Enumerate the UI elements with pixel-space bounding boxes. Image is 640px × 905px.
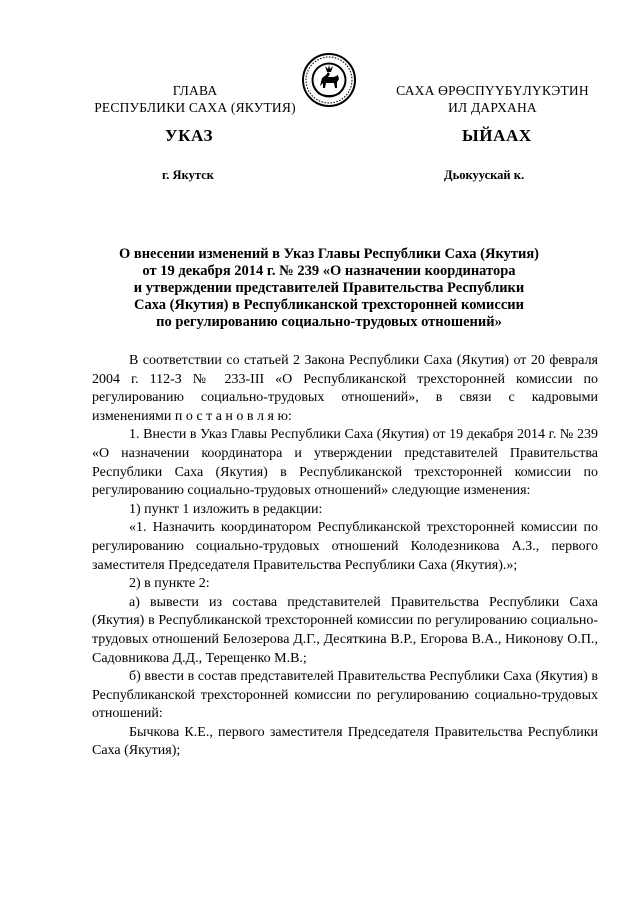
title-line: О внесении изменений в Указ Главы Республики Саха (Якутия) <box>118 246 540 262</box>
header-right-line1: САХА ӨРӨСПҮҮБҮЛҮКЭТИН <box>396 83 589 98</box>
city-left: г. Якутск <box>162 168 214 182</box>
subclause-2-paragraph: 2) в пункте 2: <box>129 576 210 592</box>
subclause-2a-paragraph: а) вывести из состава представителей Правительства Республики Саха (Якутия) в Республиканской трехсторонней комиссии по регулированию социально-трудовых отношений Белозерова Д.Г., Десяткина В.Р., Егорова В.А., Никонову О.П., Садовникова Д.Д., Терещенко М.В.; <box>92 594 598 666</box>
sakha-coat-of-arms-icon <box>301 52 357 108</box>
doc-type-right: ЫЙААХ <box>462 126 532 145</box>
title-line: и утверждении представителей Правительства Республики <box>133 280 525 296</box>
city-right: Дьокуускай к. <box>444 168 525 182</box>
header-left <box>70 82 320 116</box>
clause-1-paragraph: 1. Внести в Указ Главы Республики Саха (Якутия) от 19 декабря 2014 г. № 239 «О назначении координатора и утверждении представителей Правительства Республики Саха (Якутия) в Республиканской трехсторонней комиссии по регулированию социально-трудовых отношений» следующие изменения: <box>92 427 598 499</box>
decree-title <box>90 246 568 331</box>
title-line: Саха (Якутия) в Республиканской трехсторонней комиссии <box>133 297 524 313</box>
decree-body <box>92 352 598 761</box>
header-right <box>370 82 615 116</box>
doc-type-left: УКАЗ <box>165 126 214 145</box>
new-clause-text-paragraph: «1. Назначить координатором Республиканской трехсторонней комиссии по регулированию социально-трудовых отношений Колодезникова А.З., первого заместителя Председателя Правительства Республики Саха (Якутия).»; <box>92 520 598 573</box>
appointee-paragraph: Бычкова К.Е., первого заместителя Председателя Правительства Республики Саха (Якутия); <box>92 724 598 759</box>
header-left-line2: РЕСПУБЛИКИ САХА (ЯКУТИЯ) <box>94 100 296 115</box>
subclause-2b-paragraph: б) ввести в состав представителей Правительства Республики Саха (Якутия) в Республиканской трехсторонней комиссии по регулированию социально-трудовых отношений: <box>92 669 598 722</box>
subclause-1-paragraph: 1) пункт 1 изложить в редакции: <box>129 501 323 517</box>
preamble-paragraph: В соответствии со статьей 2 Закона Республики Саха (Якутия) от 20 февраля 2004 г. 112-З № 233-III «О Республиканской трехсторонней комиссии по регулированию социально-трудовых отношений», в связи с кадровыми изменениями п о с т а н о в л я ю: <box>92 353 598 424</box>
header-right-line2: ИЛ ДАРХАНА <box>448 100 537 115</box>
title-line: от 19 декабря 2014 г. № 239 «О назначении координатора <box>142 263 516 279</box>
title-line: по регулированию социально-трудовых отношений» <box>156 314 502 330</box>
header-left-line1: ГЛАВА <box>172 83 218 98</box>
